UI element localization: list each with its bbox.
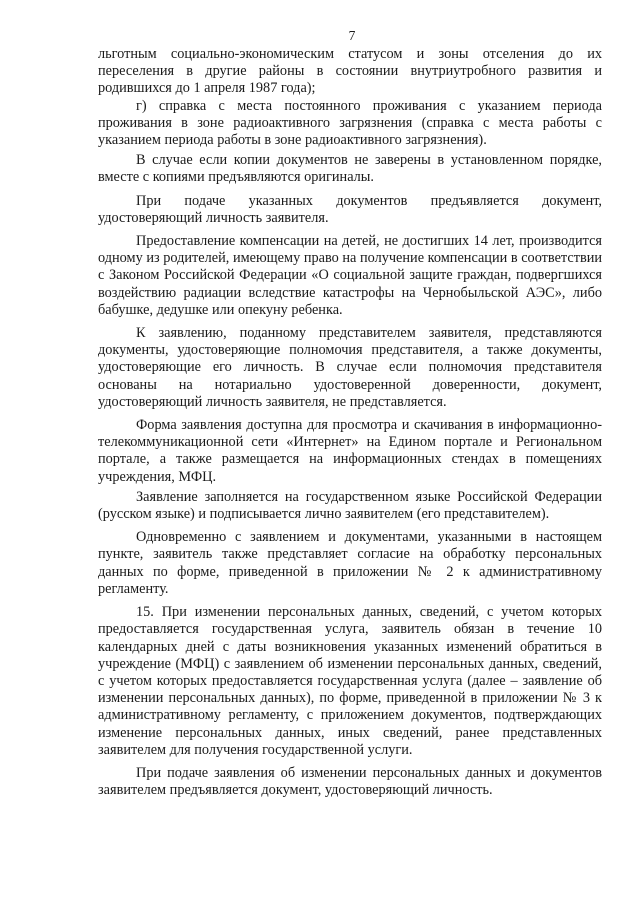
paragraph-children-compensation: Предоставление компенсации на детей, не достигших 14 лет, производится одному из родителей, имеющему право на получение компенсации в соответствии с Законом Российской Федерации «О социальной защите граждан, подвергшихся воздействию радиации вследствие катастрофы на Чернобыльской АЭС», либо бабушке, дедушке или опекуну ребенка. <box>98 233 602 318</box>
paragraph-residence-certificate: г) справка с места постоянного проживания с указанием периода проживания в зоне радиоактивного загрязнения (справка с места работы с указанием периода работы в зоне радиоактивного загрязнения). <box>98 97 602 149</box>
paragraph-state-language: Заявление заполняется на государственном языке Российской Федерации (русском языке) и подписывается лично заявителем (его представителем). <box>98 488 602 523</box>
paragraph-item-15: 15. При изменении персональных данных, сведений, с учетом которых предоставляется государственная услуга, заявитель обязан в течение 10 календарных дней с даты возникновения указанных изменений обратиться в учреждение (МФЦ) с заявлением об изменении персональных данных, сведений, с учетом которых предоставляется государственная услуга (далее – заявление об изменении персональных данных), по форме, приведенной в приложении № 3 к административному регламенту, с приложением документов, подтверждающих изменение персональных данных, иных сведений, ранее представленных заявителем для получения государственной услуги. <box>98 604 602 758</box>
paragraph-identity-document: При подаче указанных документов предъявляется документ, удостоверяющий личность заявителя. <box>98 192 602 226</box>
paragraph-personal-data-consent: Одновременно с заявлением и документами, указанными в настоящем пункте, заявитель также представляет согласие на обработку персональных данных по форме, приведенной в приложении № 2 к административному регламенту. <box>98 529 602 597</box>
paragraph-continuation: льготным социально-экономическим статусом и зоны отселения до их переселения в другие районы в состоянии внутриутробного развития и родившихся до 1 апреля 1987 года); <box>98 46 602 97</box>
page-number: 7 <box>348 28 356 43</box>
paragraph-form-availability: Форма заявления доступна для просмотра и скачивания в информационно-телекоммуникационной сети «Интернет» на Едином портале и Региональном портале, а также размещается на информационных стендах в помещениях учреждения, МФЦ. <box>98 417 602 485</box>
paragraph-copies-originals: В случае если копии документов не заверены в установленном порядке, вместе с копиями предъявляются оригиналы. <box>98 152 602 186</box>
paragraph-representative: К заявлению, поданному представителем заявителя, представляются документы, удостоверяющие полномочия представителя, а также документы, удостоверяющие его личность. В случае если полномочия представителя основаны на нотариально удостоверенной доверенности, документ, удостоверяющий личность заявителя, не представляется. <box>98 325 602 410</box>
paragraph-change-application: При подаче заявления об изменении персональных данных и документов заявителем предъявляется документ, удостоверяющий личность. <box>98 764 602 799</box>
